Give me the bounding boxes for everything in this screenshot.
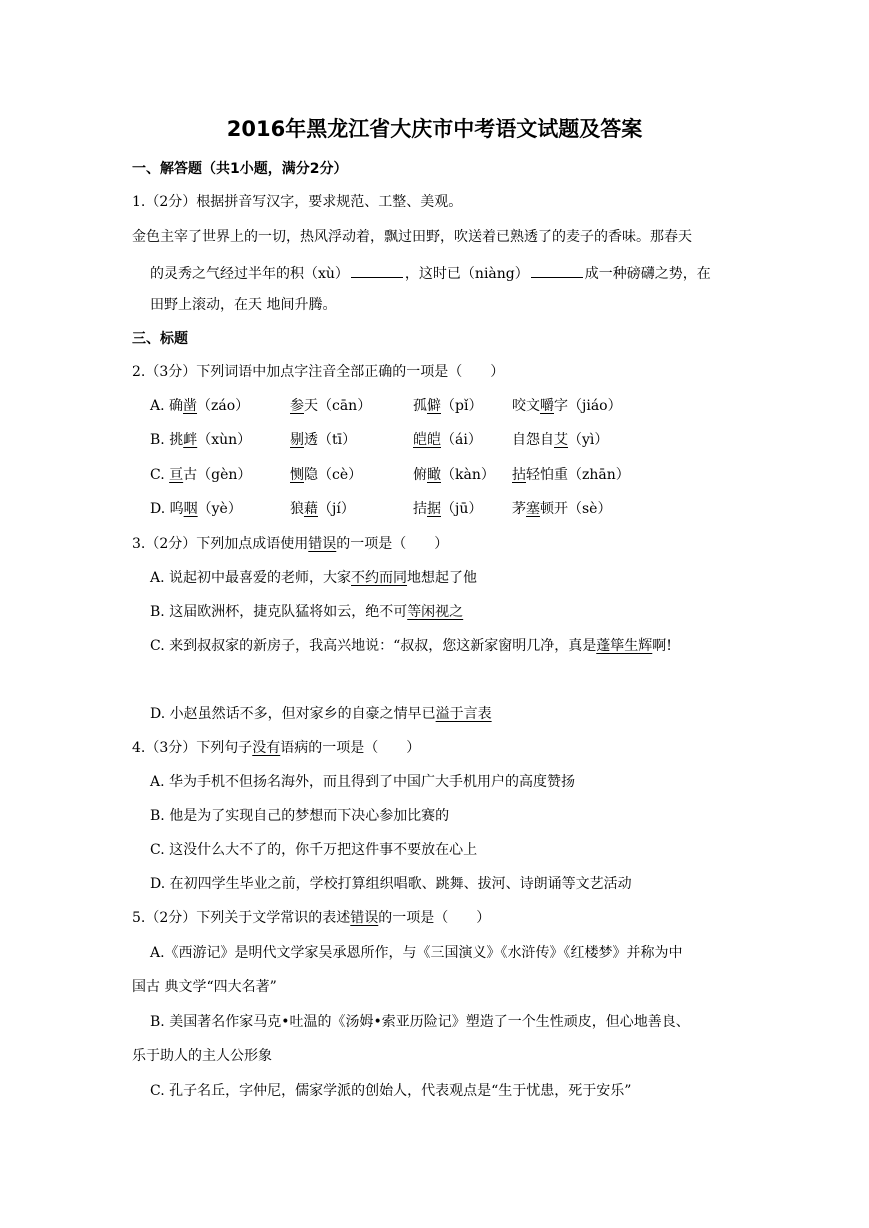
- q2-word-marked-char: 塞: [526, 501, 540, 517]
- q4-stem-pre: 4.（3分）下列句子: [132, 740, 253, 756]
- q2-option-c-word-2: [290, 466, 362, 484]
- q1-passage-line-1: 金色主宰了世界上的一切，热风浮动着，飘过田野，吹送着已熟透了的麦子的香味。那春天: [132, 229, 692, 245]
- q3-c-text-end: 啊!: [652, 638, 672, 654]
- q2-word-prefix: D. 呜: [150, 501, 184, 517]
- q2-word-marked-char: 瞰: [427, 467, 441, 483]
- q2-option-a-word-2: [290, 397, 371, 415]
- q5-stem-emphasis: 错误: [350, 910, 379, 926]
- q2-word-suffix: （jū）: [441, 501, 483, 517]
- q2-word-suffix: 字（jiáo）: [554, 398, 622, 414]
- q2-word-marked-char: 艾: [554, 432, 568, 448]
- q2-word-suffix: （yè）: [197, 501, 242, 517]
- q2-word-prefix: C.: [150, 467, 170, 483]
- q1-stem: 1.（2分）根据拼音写汉字，要求规范、工整、美观。: [132, 194, 463, 210]
- q3-option-a: [150, 569, 477, 587]
- q2-word-suffix: 天（cān）: [304, 398, 372, 414]
- q2-word-suffix: （záo）: [197, 398, 250, 414]
- q4-option-a: A. 华为手机不但扬名海外，而且得到了中国广大手机用户的高度赞扬: [150, 774, 576, 790]
- section-heading-3: 三、标题: [132, 331, 188, 347]
- answer-blank-2[interactable]: [531, 262, 583, 278]
- q3-option-d: [150, 705, 492, 723]
- q2-option-d-word-1: [150, 500, 242, 518]
- q5-option-c: C. 孔子名丘，字仲尼，儒家学派的创始人，代表观点是“生于忧患，死于安乐”: [150, 1083, 632, 1099]
- q2-option-b-word-4: [512, 431, 608, 449]
- q2-option-a-word-4: [512, 397, 622, 415]
- document-title: 2016年黑龙江省大庆市中考语文试题及答案: [226, 117, 643, 141]
- q2-word-suffix: （jí）: [318, 501, 355, 517]
- q2-word-marked-char: 亘: [169, 467, 184, 483]
- q3-c-idiom: 蓬筚生辉: [596, 638, 653, 654]
- q2-option-b-word-3: [413, 431, 482, 449]
- q5-option-a-line-2: 国古 典文学“四大名著”: [132, 979, 277, 995]
- q2-option-d-word-4: [512, 500, 611, 518]
- q3-option-b: [150, 603, 463, 621]
- q2-word-prefix: A. 确: [150, 398, 184, 414]
- q2-word-marked-char: 衅: [183, 432, 198, 448]
- q2-word-marked-char: 参: [290, 398, 304, 414]
- q2-word-suffix: 古（gèn）: [183, 467, 252, 483]
- q2-word-marked-char: 剔: [290, 432, 304, 448]
- q4-stem: [132, 739, 420, 757]
- q3-d-text: D. 小赵虽然话不多，但对家乡的自豪之情早已: [150, 706, 436, 722]
- q2-word-prefix: 自怨自: [512, 432, 554, 448]
- q2-stem: 2.（3分）下列词语中加点字注音全部正确的一项是（ ）: [132, 364, 505, 380]
- q2-option-a-word-3: [413, 397, 482, 415]
- q3-a-idiom: 不约而同: [351, 570, 408, 586]
- q5-stem-pre: 5.（2分）下列关于文学常识的表述: [132, 910, 351, 926]
- q2-word-prefix: 拮: [413, 501, 427, 517]
- q2-word-marked-char: 咽: [183, 501, 198, 517]
- q2-word-prefix: B. 挑: [150, 432, 184, 448]
- q2-word-prefix: 茅: [512, 501, 526, 517]
- q3-stem: [132, 535, 448, 553]
- q1-text-a: 的灵秀之气经过半年的积（xù）: [150, 266, 349, 282]
- q2-option-b-word-1: [150, 431, 251, 449]
- q2-word-prefix: 孤: [413, 398, 427, 414]
- q1-text-b: ，这时已（niàng）: [404, 266, 529, 282]
- q4-option-c: C. 这没什么大不了的，你千万把这件事不要放在心上: [150, 842, 478, 858]
- q5-stem-post: 的一项是（ ）: [378, 910, 491, 926]
- q3-d-idiom: 溢于言表: [435, 706, 492, 722]
- q3-c-text: C. 来到叔叔家的新房子，我高兴地说：“叔叔，您这新家窗明几净，真是: [150, 638, 597, 654]
- q3-a-text-end: 地想起了他: [407, 570, 478, 586]
- q3-b-text: B. 这届欧洲杯，捷克队猛将如云，绝不可: [150, 604, 408, 620]
- q2-word-suffix: 顿开（sè）: [540, 501, 612, 517]
- q5-stem: [132, 909, 490, 927]
- q2-word-marked-char: 凿: [183, 398, 198, 414]
- q3-option-c: [150, 637, 672, 655]
- q2-word-suffix: （ái）: [441, 432, 482, 448]
- q1-text-c: 成一种磅礴之势，在: [584, 266, 711, 282]
- q2-option-c-word-4: [512, 466, 630, 484]
- q2-word-suffix: 轻怕重（zhān）: [526, 467, 630, 483]
- q4-stem-emphasis: 没有: [252, 740, 281, 756]
- q1-passage-line-2: [150, 262, 711, 283]
- q3-b-idiom: 等闲视之: [407, 604, 464, 620]
- q4-stem-post: 语病的一项是（ ）: [280, 740, 421, 756]
- q2-option-c-word-1: [150, 466, 251, 484]
- section-heading-1: 一、解答题（共1小题，满分2分）: [132, 161, 348, 177]
- q3-stem-post: 的一项是（ ）: [336, 536, 449, 552]
- q3-stem-pre: 3.（2分）下列加点成语使用: [132, 536, 309, 552]
- q2-word-marked-char: 嚼: [540, 398, 554, 414]
- q2-word-prefix: 咬文: [512, 398, 540, 414]
- q2-word-suffix: （kàn）: [441, 467, 495, 483]
- q5-option-a-line-1: A.《西游记》是明代文学家吴承恩所作，与《三国演义》《水浒传》《红楼梦》并称为中: [150, 945, 683, 961]
- q2-word-prefix: 狼: [290, 501, 304, 517]
- q3-stem-emphasis: 错误: [308, 536, 337, 552]
- q2-word-suffix: 透（tī）: [304, 432, 357, 448]
- q2-word-marked-char: 僻: [427, 398, 441, 414]
- q3-a-text: A. 说起初中最喜爱的老师，大家: [150, 570, 352, 586]
- q2-option-c-word-3: [413, 466, 495, 484]
- q2-word-suffix: （xùn）: [197, 432, 252, 448]
- q2-word-suffix: 隐（cè）: [304, 467, 363, 483]
- q2-option-b-word-2: [290, 431, 356, 449]
- q2-word-marked-char: 据: [427, 501, 441, 517]
- q5-option-b-line-2: 乐于助人的主人公形象: [132, 1048, 272, 1064]
- q2-option-d-word-3: [413, 500, 482, 518]
- q2-word-marked-char: 拈: [512, 467, 526, 483]
- q2-word-suffix: （pǐ）: [441, 398, 483, 414]
- q2-word-marked-char: 皑皑: [413, 432, 441, 448]
- answer-blank-1[interactable]: [351, 262, 403, 278]
- q4-option-b: B. 他是为了实现自己的梦想而下决心参加比赛的: [150, 808, 450, 824]
- q2-word-marked-char: 恻: [290, 467, 304, 483]
- q2-word-prefix: 俯: [413, 467, 427, 483]
- q5-option-b-line-1: B. 美国著名作家马克•吐温的《汤姆•索亚历险记》塑造了一个生性顽皮，但心地善良、: [150, 1014, 690, 1030]
- q2-word-marked-char: 藉: [304, 501, 318, 517]
- q4-option-d: D. 在初四学生毕业之前，学校打算组织唱歌、跳舞、拔河、诗朗诵等文艺活动: [150, 876, 632, 892]
- q2-option-d-word-2: [290, 500, 355, 518]
- q2-word-suffix: （yì）: [568, 432, 609, 448]
- q1-passage-line-3: 田野上滚动，在天 地间升腾。: [150, 297, 337, 313]
- q2-option-a-word-1: [150, 397, 249, 415]
